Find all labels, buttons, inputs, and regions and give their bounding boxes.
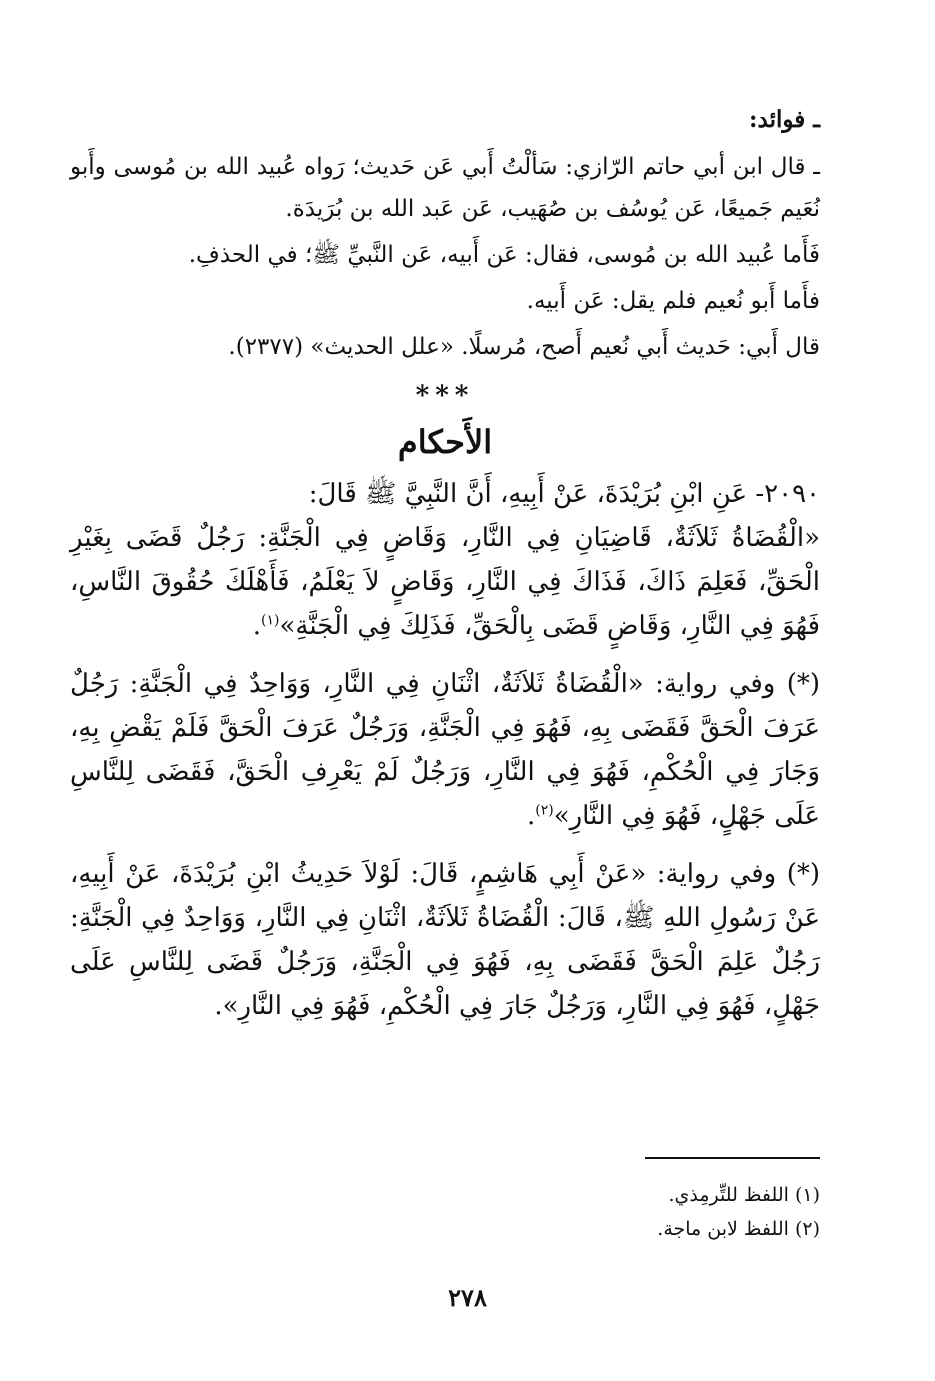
fawaid-paragraph-2: فَأَما عُبيد الله بن مُوسى، فقال: عَن أَبيه، عَن النَّبيِّ ﷺ؛ في الحذفِ. [188, 242, 820, 268]
fawaid-paragraph-4: قال أَبي: حَديث أَبي نُعيم أَصح، مُرسلًا. «علل الحديث» (٢٣٧٧). [228, 334, 820, 360]
footnote-marker-1: (١) [261, 612, 280, 629]
footnote-2: (٢) اللفظ لابن ماجة. [657, 1218, 820, 1240]
hadith-text-body: «الْقُضَاةُ ثَلاَثَةٌ، قَاضِيَانِ فِي النَّارِ، وَقَاضٍ فِي الْجَنَّةِ: رَجُلٌ قَضَى بِغَيْرِ الْحَقِّ، فَعَلِمَ ذَاكَ، فَذَاكَ فِي النَّارِ، وَقَاضٍ لاَ يَعْلَمُ، فَأَهْلَكَ حُقُوقَ النَّاسِ، فَهُوَ فِي النَّارِ، وَقَاضٍ قَضَى بِالْحَقِّ، فَذَلِكَ فِي الْجَنَّةِ» [70, 523, 820, 641]
page-body [70, 100, 820, 1028]
page-number: ٢٧٨ [448, 1283, 487, 1312]
riwaya-1: (*) وفي رواية: «الْقُضَاةُ ثَلاَثَةٌ، اثْنَانِ فِي النَّارِ، وَوَاحِدٌ فِي الْجَنَّةِ: رَجُلٌ عَرَفَ الْحَقَّ فَقَضَى بِهِ، فَهُوَ فِي الْجَنَّةِ، وَرَجُلٌ عَرَفَ الْحَقَّ فَلَمْ يَقْضِ بِهِ، وَجَارَ فِي الْحُكْمِ، فَهُوَ فِي النَّارِ، وَرَجُلٌ لَمْ يَعْرِفِ الْحَقَّ، فَقَضَى لِلنَّاسِ عَلَى جَهْلٍ، فَهُوَ فِي النَّارِ»$^{(٢)}$. [70, 669, 820, 831]
footnote-1: (١) اللفظ للتِّرمِذي. [668, 1184, 820, 1206]
hadith-text: «الْقُضَاةُ ثَلاَثَةٌ، قَاضِيَانِ فِي النَّارِ، وَقَاضٍ فِي الْجَنَّةِ: رَجُلٌ قَضَى بِغَيْرِ الْحَقِّ، فَعَلِمَ ذَاكَ، فَذَاكَ فِي النَّارِ، وَقَاضٍ لاَ يَعْلَمُ، فَأَهْلَكَ حُقُوقَ النَّاسِ، فَهُوَ فِي النَّارِ، وَقَاضٍ قَضَى بِالْحَقِّ، فَذَلِكَ فِي الْجَنَّةِ»$^{(١)}$. [70, 523, 820, 641]
riwaya-2: (*) وفي رواية: «عَنْ أَبِي هَاشِمٍ، قَالَ: لَوْلاَ حَدِيثُ ابْنِ بُرَيْدَةَ، عَنْ أَبِيهِ، عَنْ رَسُولِ اللهِ ﷺ، قَالَ: الْقُضَاةُ ثَلاَثَةٌ، اثْنَانِ فِي النَّارِ، وَوَاحِدٌ فِي الْجَنَّةِ: رَجُلٌ عَلِمَ الْحَقَّ فَقَضَى بِهِ، فَهُوَ فِي الْجَنَّةِ، وَرَجُلٌ قَضَى لِلنَّاسِ عَلَى جَهْلٍ، فَهُوَ فِي النَّارِ، وَرَجُلٌ جَارَ فِي الْحُكْمِ، فَهُوَ فِي النَّارِ». [70, 859, 820, 1021]
section-title: الأَحكام [397, 423, 493, 461]
footnotes [70, 1178, 820, 1246]
footnote-marker-2: (٢) [535, 802, 554, 819]
fawaid-heading: ـ فوائد: [749, 106, 820, 133]
section-separator: *** [415, 381, 475, 411]
fawaid-paragraph-3: فأَما أَبو نُعيم فلم يقل: عَن أَبيه. [526, 288, 820, 314]
fawaid-paragraph-1: ـ قال ابن أبي حاتم الرّازي: سَألْتُ أَبي عَن حَديث؛ رَواه عُبيد الله بن مُوسى وأَبو نُعَيم جَميعًا، عَن يُوسُف بن صُهَيب، عَن عَبد الله بن بُرَيدَة. [70, 154, 820, 222]
riwaya-1-body: (*) وفي رواية: «الْقُضَاةُ ثَلاَثَةٌ، اثْنَانِ فِي النَّارِ، وَوَاحِدٌ فِي الْجَنَّةِ: رَجُلٌ عَرَفَ الْحَقَّ فَقَضَى بِهِ، فَهُوَ فِي الْجَنَّةِ، وَرَجُلٌ عَرَفَ الْحَقَّ فَلَمْ يَقْضِ بِهِ، وَجَارَ فِي الْحُكْمِ، فَهُوَ فِي النَّارِ، وَرَجُلٌ لَمْ يَعْرِفِ الْحَقَّ، فَقَضَى لِلنَّاسِ عَلَى جَهْلٍ، فَهُوَ فِي النَّارِ» [70, 669, 820, 831]
hadith-intro: ٢٠٩٠- عَنِ ابْنِ بُرَيْدَةَ، عَنْ أَبِيهِ، أَنَّ النَّبِيَّ ﷺ قَالَ: [308, 479, 820, 509]
footnote-divider [645, 1157, 820, 1159]
